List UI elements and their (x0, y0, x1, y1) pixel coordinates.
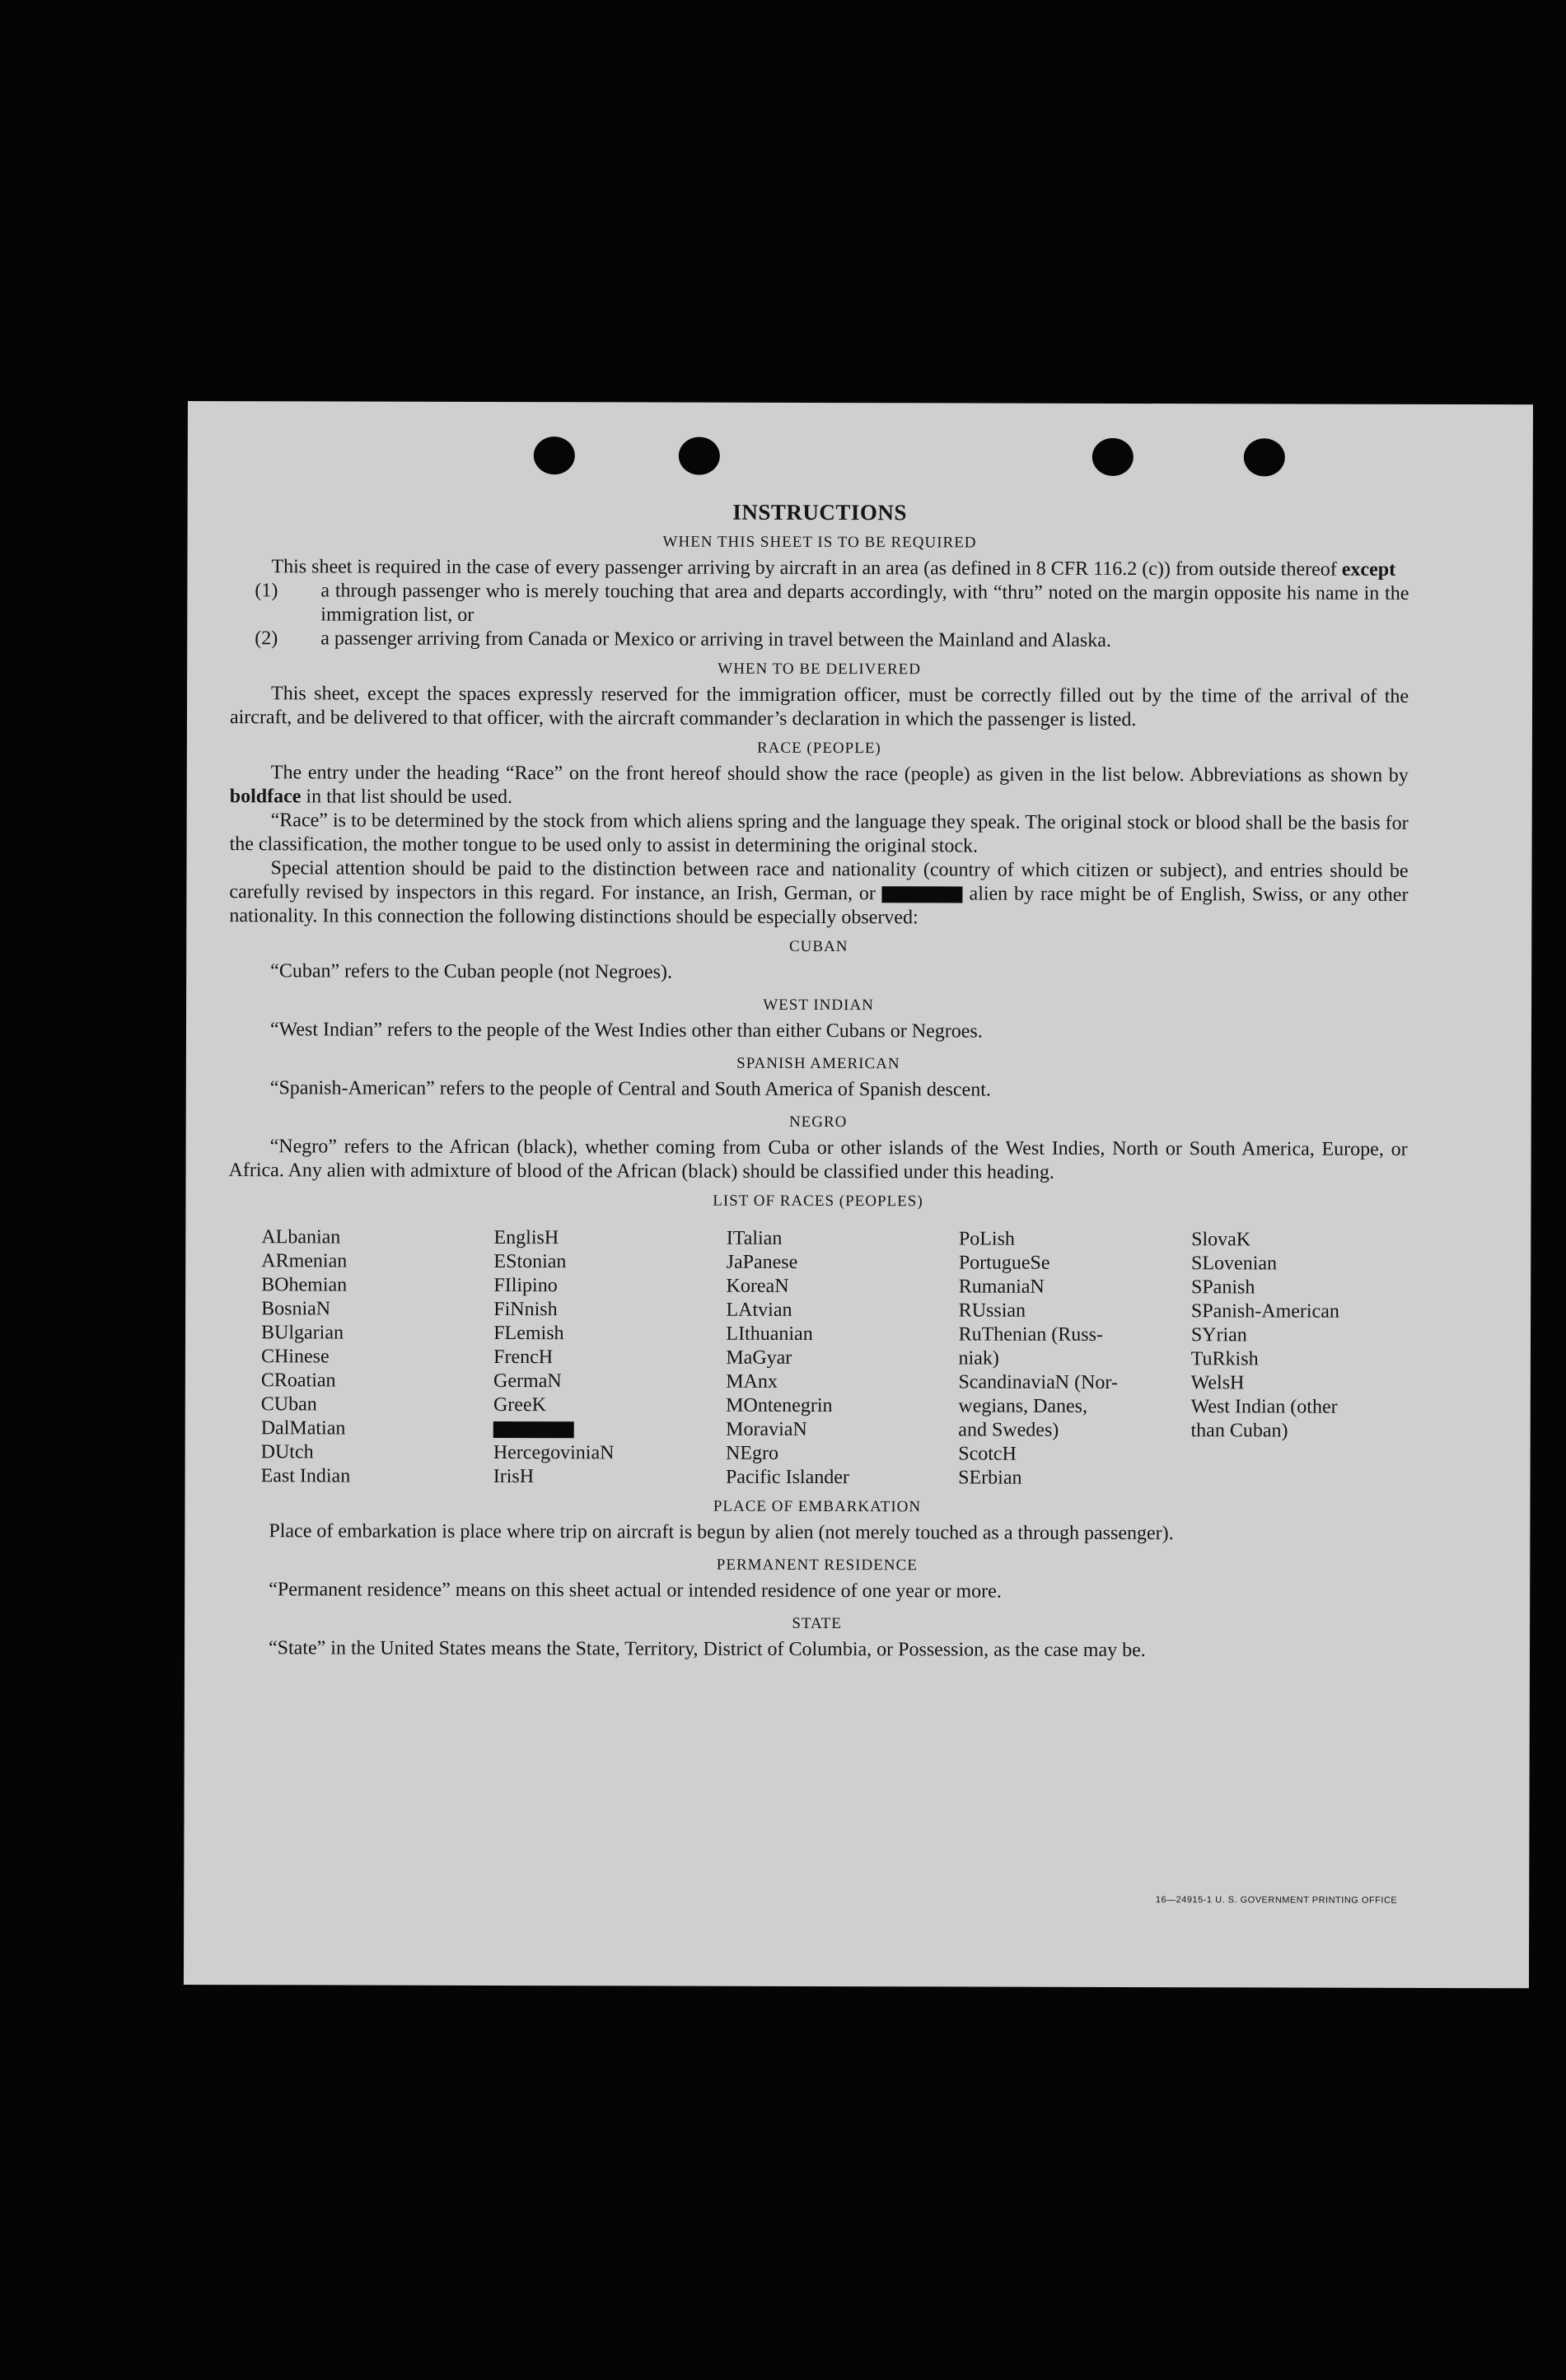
race-entry: CRoatian (260, 1370, 336, 1392)
paragraph: Special attention should be paid to the distinction between race and nationality (country of which citizen or subject), and entries should be carefully revised by inspectors in this regard. For instance, an Irish, German, or alien by race might be of English, Swiss, or any other nationality. In this connection the following distinctions should be especially observed: (229, 857, 1409, 929)
section-heading: WHEN TO BE DELIVERED (718, 660, 922, 679)
race-entry: ALbanian (261, 1226, 341, 1248)
paragraph: The entry under the heading “Race” on the front hereof should show the race (people) as given in the list below. Abbreviations as shown by boldface in that list should be used. (229, 762, 1409, 809)
race-column (958, 1227, 1175, 1491)
race-entry: West Indian (other than Cuban) (1190, 1396, 1338, 1442)
race-column (1190, 1228, 1407, 1491)
paragraph: “Negro” refers to the African (black), whether coming from Cuba or other islands of the West Indies, North or South America, Europe, or Africa. Any alien with admixture of blood of the African (black) should be classified under this heading. (228, 1136, 1408, 1183)
race-entry: GreeK (493, 1393, 547, 1416)
race-entry: CHinese (260, 1346, 330, 1368)
race-entry: ITalian (726, 1227, 783, 1249)
race-entry: LAtvian (726, 1299, 792, 1321)
section-heading: PLACE OF EMBARKATION (713, 1497, 922, 1516)
race-entry: MAnx (726, 1370, 778, 1393)
race-entry: EnglisH (493, 1226, 559, 1249)
paragraph: “West Indian” refers to the people of the West Indies other than either Cubans or Negroes. (269, 1019, 983, 1043)
race-entry: WelsH (1190, 1372, 1245, 1394)
race-entry: LIthuanian (726, 1323, 813, 1345)
race-entry: PortugueSe (958, 1252, 1050, 1274)
race-entry: SErbian (958, 1467, 1022, 1489)
race-column (493, 1226, 710, 1490)
redaction-mark (882, 887, 963, 903)
race-entry: RumaniaN (958, 1276, 1045, 1298)
race-entry: SlovaK (1191, 1229, 1251, 1251)
race-entry: BOhemian (261, 1274, 348, 1296)
paragraph: This sheet, except the spaces expressly reserved for the immigration officer, must be correctly filled out by the time of the arrival of the aircraft, and be delivered to that officer, with the aircraft commander’s declaration in which the passenger is listed. (229, 683, 1409, 731)
race-entry: East Indian (260, 1465, 351, 1487)
section-heading: SPANISH AMERICAN (736, 1054, 900, 1073)
redaction-mark (493, 1421, 574, 1438)
race-entry: CUban (260, 1393, 317, 1416)
paragraph: Place of embarkation is place where trip on aircraft is begun by alien (not merely touched as a through passenger). (269, 1520, 1174, 1545)
race-entry: EStonian (493, 1250, 567, 1273)
race-entry: FIlipino (493, 1274, 558, 1297)
race-entry: FiNnish (493, 1298, 558, 1321)
race-entry: HercegoviniaN (493, 1441, 615, 1464)
paragraph: “Cuban” refers to the Cuban people (not Negroes). (270, 960, 673, 983)
race-entry: NEgro (726, 1442, 779, 1464)
race-column (726, 1227, 942, 1491)
race-entry: RuThenian (Russ- niak) (958, 1323, 1103, 1370)
race-entry: BosniaN (261, 1298, 331, 1320)
race-entry: SLovenian (1191, 1253, 1278, 1275)
section-heading: WEST INDIAN (763, 996, 874, 1015)
race-entry: MaGyar (726, 1346, 792, 1369)
race-entry: PoLish (958, 1228, 1015, 1250)
race-entry: Pacific Islander (725, 1466, 849, 1489)
race-entry: ScandinaviaN (Nor- wegians, Danes, and Swedes) (958, 1371, 1118, 1441)
race-entry: RUssian (958, 1300, 1026, 1322)
race-entry: MoraviaN (726, 1418, 807, 1440)
punch-hole (534, 436, 575, 474)
race-entry: TuRkish (1190, 1348, 1259, 1370)
paragraph: “Permanent residence” means on this sheet actual or intended residence of one year or more. (269, 1579, 1002, 1603)
punch-hole (1092, 438, 1134, 476)
page-title: INSTRUCTIONS (732, 499, 907, 525)
paragraph: “Race” is to be determined by the stock from which aliens spring and the language they speak. The original stock or blood shall be the basis for the classification, the mother tongue to be used only to assist in determining the original stock. (229, 810, 1409, 857)
race-entry: JaPanese (726, 1251, 798, 1273)
section-heading: STATE (792, 1614, 842, 1633)
race-entry: GermaN (493, 1370, 562, 1393)
race-entry: SPanish (1190, 1276, 1255, 1299)
list-item: (1) a through passenger who is merely touching that area and departs accordingly, with “thru” noted on the margin opposite his name in the immigration list, or (255, 580, 1409, 626)
list-item: (2) a passenger arriving from Canada or Mexico or arriving in travel between the Mainland and Alaska. (255, 628, 1111, 651)
race-entry (493, 1417, 709, 1442)
race-entry: MOntenegrin (726, 1394, 833, 1417)
race-entry: SPanish-American (1190, 1300, 1339, 1323)
paragraph: “State” in the United States means the State, Territory, District of Columbia, or Possession, as the case may be. (269, 1637, 1146, 1662)
race-entry: DUtch (260, 1441, 314, 1463)
section-heading: LIST OF RACES (PEOPLES) (713, 1192, 923, 1211)
section-heading: NEGRO (788, 1113, 848, 1132)
punch-hole (679, 437, 720, 475)
race-entry: KoreaN (726, 1275, 789, 1297)
race-entry: ARmenian (261, 1250, 348, 1272)
instruction-sheet (184, 401, 1533, 1988)
punch-hole (1244, 438, 1285, 476)
race-entry: FrencH (493, 1346, 554, 1369)
race-entry: BUlgarian (261, 1322, 344, 1344)
section-heading: WHEN THIS SHEET IS TO BE REQUIRED (662, 533, 977, 552)
paragraph: “Spanish-American” refers to the people of Central and South America of Spanish descent. (269, 1077, 991, 1101)
race-list (261, 1225, 1408, 1491)
section-heading: CUBAN (788, 937, 848, 956)
race-entry: SYrian (1190, 1324, 1247, 1346)
race-entry: ScotcH (958, 1443, 1017, 1465)
print-code: 16—24915-1 U. S. GOVERNMENT PRINTING OFFICE (1155, 1895, 1398, 1906)
race-entry: DalMatian (260, 1417, 346, 1440)
race-column (261, 1225, 478, 1489)
section-heading: PERMANENT RESIDENCE (716, 1556, 918, 1575)
race-entry: IrisH (493, 1465, 535, 1488)
section-heading: RACE (PEOPLE) (756, 739, 881, 758)
race-entry: FLemish (493, 1322, 564, 1345)
paragraph: This sheet is required in the case of every passenger arriving by aircraft in an area (as defined in 8 CFR 116.2 (c)) from outside thereof except (271, 556, 1396, 581)
